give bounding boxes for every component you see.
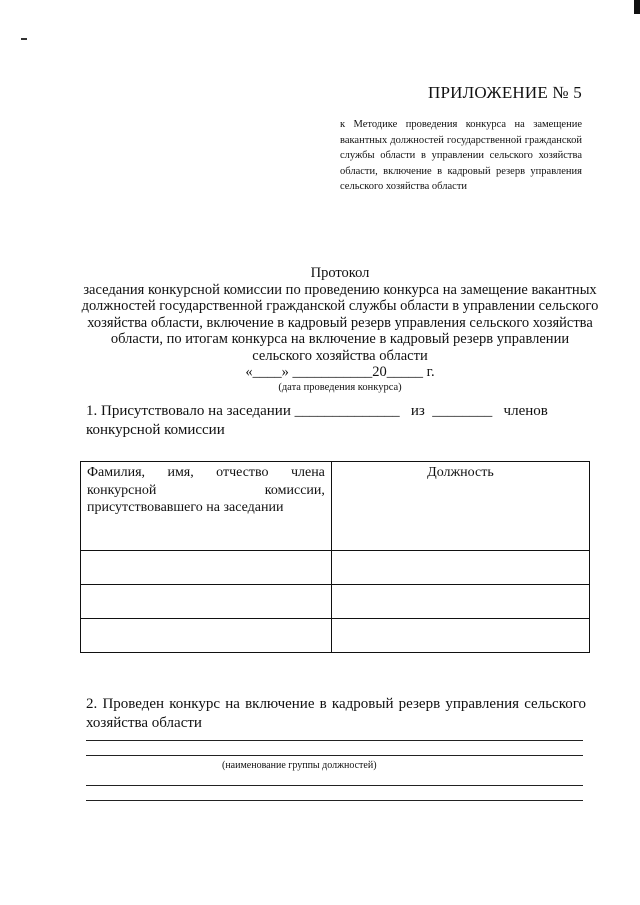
attendance-line: 1. Присутствовало на заседании ______________ из ________ членов	[86, 403, 548, 419]
table-row	[81, 585, 590, 619]
protocol-header	[80, 265, 600, 394]
scan-speck	[21, 38, 27, 40]
table-cell-position	[331, 619, 589, 653]
protocol-date-line: «____» ___________20_____ г.	[245, 364, 435, 380]
table-cell-name	[81, 619, 332, 653]
fill-in-line	[86, 740, 583, 741]
fill-in-line	[86, 800, 583, 801]
protocol-subtitle: заседания конкурсной комиссии по проведению конкурса на замещение вакантных должностей государственной гражданской службы области в управлении сельского хозяйства области, включение в кадровый резерв управления сельского хозяйства области, по итогам конкурса на включение в кадровый резерв управлении сельского хозяйства области	[81, 281, 599, 364]
header-position: Должность	[331, 462, 589, 551]
table-cell-name	[81, 585, 332, 619]
appendix-title: ПРИЛОЖЕНИЕ № 5	[428, 83, 582, 102]
table-cell-position	[331, 551, 589, 585]
contest-section: 2. Проведен конкурс на включение в кадровый резерв управления сельского хозяйства области	[86, 696, 586, 731]
protocol-date-caption: (дата проведения конкурса)	[278, 381, 402, 393]
members-table	[80, 461, 590, 653]
scan-corner-mark	[634, 0, 640, 14]
attendance-section	[86, 402, 586, 440]
attendance-line-continued: конкурсной комиссии	[86, 422, 225, 438]
fill-in-line	[86, 755, 583, 756]
protocol-title: Протокол	[310, 265, 370, 281]
header-member-name: Фамилия, имя, отчество члена конкурсной комиссии, присутствовавшего на заседании	[81, 462, 332, 551]
fill-in-line	[86, 785, 583, 786]
table-header-row	[81, 462, 590, 551]
group-caption: (наименование группы должностей)	[222, 760, 377, 771]
table-cell-position	[331, 585, 589, 619]
table-row	[81, 551, 590, 585]
appendix-note: к Методике проведения конкурса на замещение вакантных должностей государственной гражданской службы области в управлении сельского хозяйства области, включение в кадровый резерв управления сельского хозяйства области	[340, 119, 582, 192]
table-row	[81, 619, 590, 653]
table-cell-name	[81, 551, 332, 585]
